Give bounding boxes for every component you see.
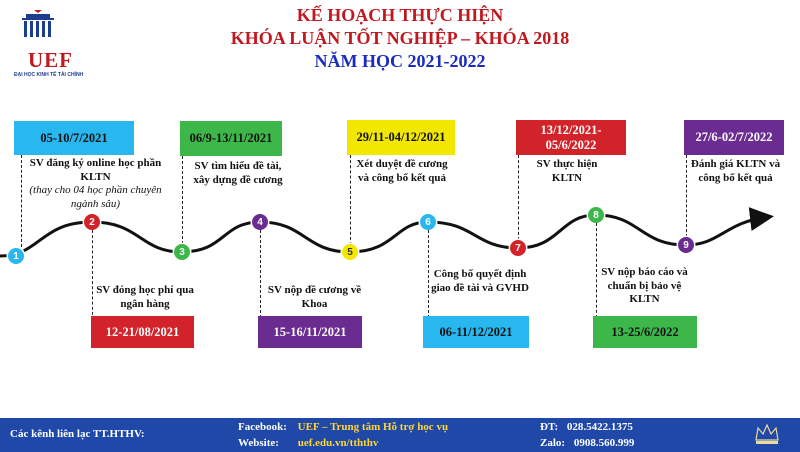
step-9-date-box <box>684 120 784 155</box>
step-9-connector <box>686 155 687 237</box>
step-4-node: 4 <box>252 214 268 230</box>
step-2-desc: SV đóng học phí qua ngân hàng <box>96 284 194 310</box>
facebook-link[interactable]: UEF – Trung tâm Hỗ trợ học vụ <box>297 421 449 433</box>
step-6-caption <box>430 268 530 295</box>
step-5-date: 29/11-04/12/2021 <box>356 130 446 144</box>
zalo-value: 0908.560.999 <box>573 437 635 449</box>
step-1-date: 05-10/7/2021 <box>40 130 108 145</box>
step-9-date: 27/6-02/7/2022 <box>695 130 773 144</box>
step-4-date-box <box>258 316 362 348</box>
step-8-node: 8 <box>588 207 604 223</box>
step-6-date: 06-11/12/2021 <box>439 324 513 339</box>
step-6-date-box <box>423 316 529 348</box>
step-1-caption <box>28 157 163 211</box>
step-4-desc: SV nộp đề cương về Khoa <box>267 284 362 310</box>
step-4-connector <box>260 230 261 318</box>
logo-text: UEF <box>28 48 73 72</box>
step-5-connector <box>350 155 351 245</box>
step-1-desc: SV đăng ký online học phần KLTN <box>29 157 162 183</box>
step-7-connector <box>518 155 519 240</box>
title-line-2: KHÓA LUẬN TỐT NGHIỆP – KHÓA 2018 <box>230 28 570 48</box>
step-9-caption <box>688 158 783 185</box>
facebook-line <box>238 421 448 433</box>
step-7-node: 7 <box>510 240 526 256</box>
zalo-line <box>540 437 634 449</box>
step-2-caption <box>95 284 195 311</box>
step-5-date-box <box>347 120 455 155</box>
phone-label: ĐT: <box>540 421 559 433</box>
website-label: Website: <box>238 437 279 449</box>
step-5-desc: Xét duyệt đề cương và công bố kết quả <box>356 158 448 184</box>
step-8-desc: SV nộp báo cáo và chuẩn bị bảo vệ KLTN <box>601 266 688 305</box>
step-2-connector <box>92 230 93 320</box>
title-line-1: KẾ HOẠCH THỰC HIỆN <box>296 5 504 25</box>
contact-label: Các kênh liên lạc TT.HTHV: <box>10 428 145 440</box>
step-6-node: 6 <box>420 214 436 230</box>
step-7-caption <box>522 158 612 185</box>
step-3-date-box <box>180 121 282 156</box>
step-2-date-box <box>91 316 194 348</box>
step-4-caption <box>262 284 367 311</box>
step-2-date: 12-21/08/2021 <box>105 324 180 339</box>
step-3-caption <box>193 160 283 187</box>
step-1-note: (thay cho 04 học phần chuyên ngành sâu) <box>29 184 162 210</box>
step-2-node: 2 <box>84 214 100 230</box>
step-1-node: 1 <box>8 248 24 264</box>
facebook-label: Facebook: <box>238 421 287 433</box>
step-1-connector <box>21 155 22 247</box>
step-6-desc: Công bố quyết định giao đề tài và GVHD <box>431 268 529 294</box>
step-8-date-box <box>593 316 697 348</box>
logo-subtitle: ĐẠI HỌC KINH TẾ TÀI CHÍNH <box>14 72 84 78</box>
step-8-caption <box>597 266 692 307</box>
step-9-node: 9 <box>678 237 694 253</box>
footer-bar <box>0 418 800 452</box>
step-5-node: 5 <box>342 244 358 260</box>
phone-value: 028.5422.1375 <box>566 421 633 433</box>
zalo-label: Zalo: <box>540 437 566 449</box>
step-3-connector <box>182 156 183 244</box>
step-3-date: 06/9-13/11/2021 <box>189 131 273 145</box>
step-5-caption <box>352 158 452 185</box>
step-9-desc: Đánh giá KLTN và công bố kết quả <box>690 158 781 184</box>
step-8-date: 13-25/6/2022 <box>611 324 679 339</box>
crown-icon <box>752 422 782 448</box>
step-3-node: 3 <box>174 244 190 260</box>
step-1-date-box <box>14 121 134 155</box>
title-line-3: NĂM HỌC 2021-2022 <box>314 51 486 71</box>
website-line <box>238 437 378 449</box>
phone-line <box>540 421 633 433</box>
step-3-desc: SV tìm hiểu đề tài, xây dựng đề cương <box>193 160 283 186</box>
website-link[interactable]: uef.edu.vn/tththv <box>297 437 379 449</box>
step-6-connector <box>428 230 429 318</box>
step-4-date: 15-16/11/2021 <box>273 324 347 339</box>
step-7-desc: SV thực hiện KLTN <box>536 158 598 184</box>
step-7-date: 13/12/2021-05/6/2022 <box>540 122 602 152</box>
step-7-date-box <box>516 120 626 155</box>
